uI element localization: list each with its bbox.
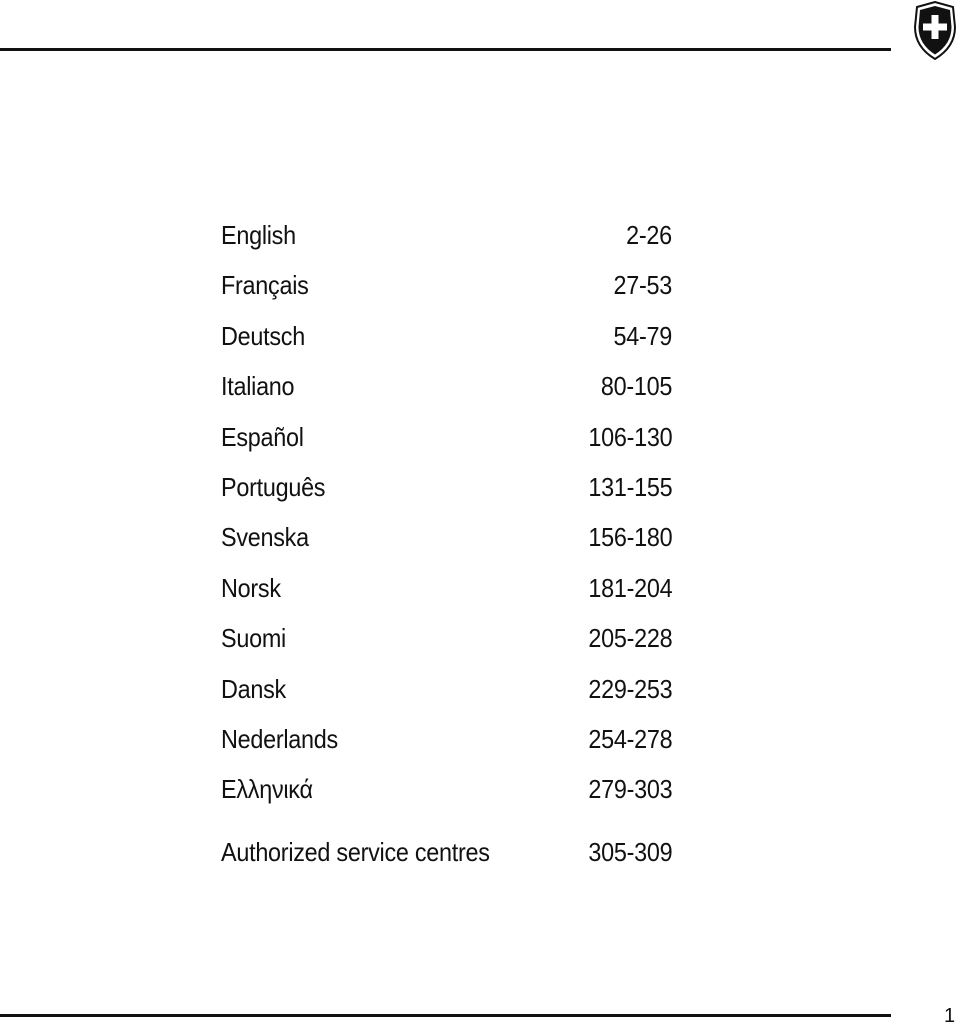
toc-entry-label: Authorized service centres <box>221 836 490 867</box>
toc-entry-pages: 2-26 <box>626 220 672 250</box>
toc-entry-pages: 279-303 <box>588 774 672 805</box>
toc-entry-pages: 205-228 <box>588 623 672 654</box>
toc-entry-pages: 229-253 <box>588 673 672 704</box>
toc-entry-deutsch[interactable] <box>221 316 672 366</box>
table-of-contents <box>221 215 672 882</box>
toc-entry-label: Deutsch <box>221 320 305 351</box>
toc-entry-service-centres[interactable] <box>221 832 672 882</box>
toc-entry-label: Suomi <box>221 623 286 654</box>
toc-entry-pages: 80-105 <box>600 371 672 402</box>
toc-entry-label: Norsk <box>221 572 281 603</box>
toc-entry-label: Italiano <box>221 371 295 402</box>
footer-rule <box>0 1014 891 1017</box>
toc-entry-espanol[interactable] <box>221 417 672 467</box>
swiss-cross-shield-icon <box>911 1 959 61</box>
toc-entry-dansk[interactable] <box>221 669 672 719</box>
toc-entry-pages: 305-309 <box>588 836 672 867</box>
toc-entry-label: Dansk <box>221 673 286 704</box>
toc-entry-suomi[interactable] <box>221 618 672 668</box>
toc-entry-pages: 156-180 <box>588 522 672 553</box>
toc-entry-label: Svenska <box>221 522 309 553</box>
toc-entry-pages: 106-130 <box>588 421 672 452</box>
toc-entry-label: Español <box>221 421 304 452</box>
toc-entry-ellinika[interactable] <box>221 769 672 819</box>
toc-entry-pages: 181-204 <box>588 572 672 603</box>
header-rule <box>0 48 891 51</box>
toc-entry-english[interactable] <box>221 215 672 265</box>
toc-entry-label: Nederlands <box>221 723 338 754</box>
toc-entry-pages: 27-53 <box>613 270 672 301</box>
toc-entry-svenska[interactable] <box>221 517 672 567</box>
toc-entry-nederlands[interactable] <box>221 719 672 769</box>
toc-entry-norsk[interactable] <box>221 568 672 618</box>
toc-entry-label: Ελληνικά <box>221 774 313 805</box>
toc-entry-label: Português <box>221 471 326 502</box>
toc-entry-pages: 254-278 <box>588 723 672 754</box>
toc-entry-label: English <box>221 220 296 250</box>
toc-entry-label: Français <box>221 270 309 301</box>
toc-entry-portugues[interactable] <box>221 467 672 517</box>
page-number: 1 <box>944 1005 956 1027</box>
toc-entry-pages: 131-155 <box>588 471 672 502</box>
toc-entry-pages: 54-79 <box>613 320 672 351</box>
toc-entry-italiano[interactable] <box>221 366 672 416</box>
toc-entry-francais[interactable] <box>221 265 672 315</box>
